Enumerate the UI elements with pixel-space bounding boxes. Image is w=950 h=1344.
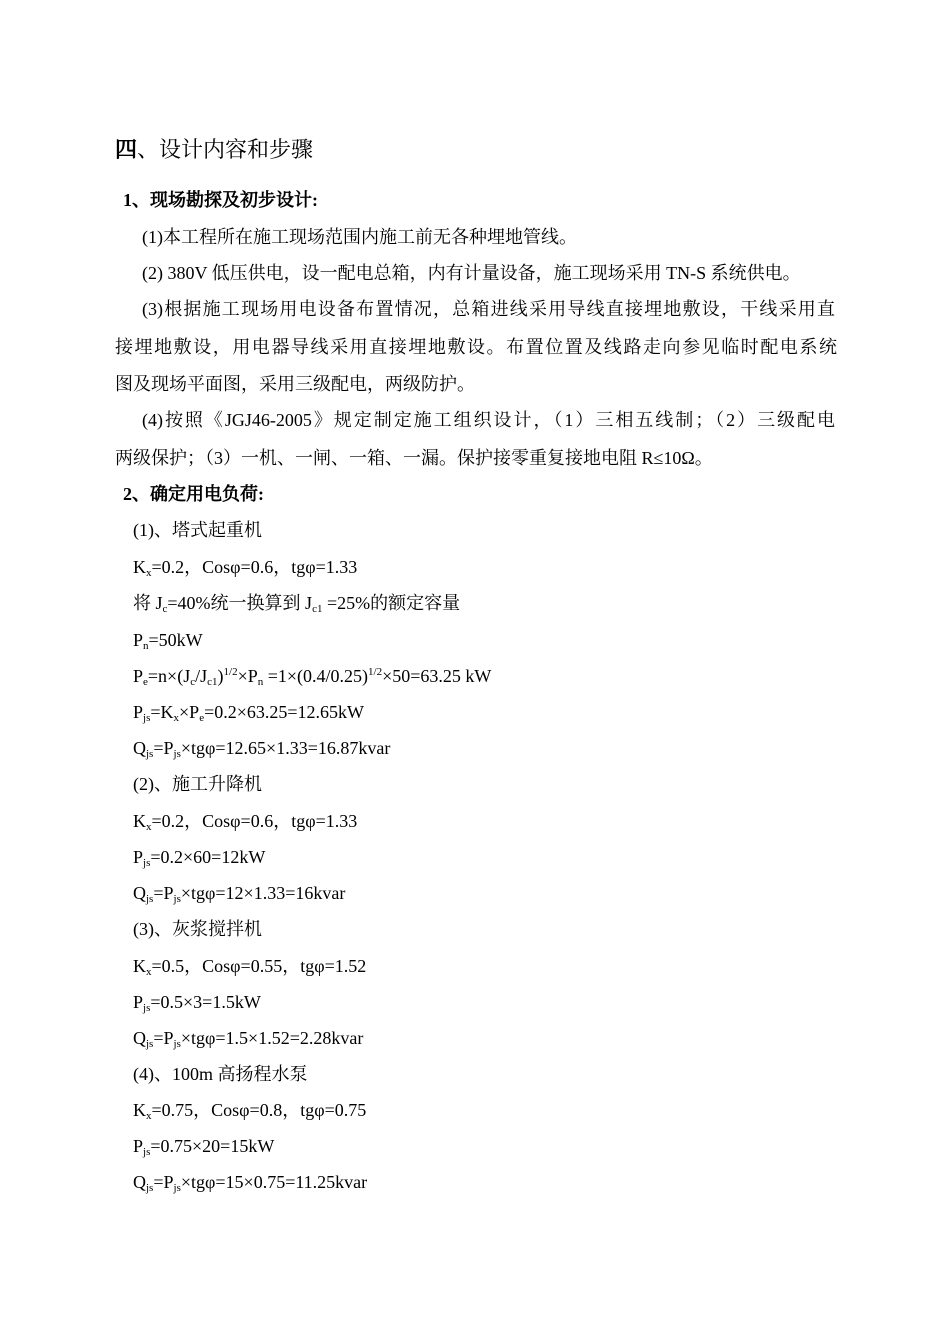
formula-subscript: x [146,821,152,833]
formula-text: =0.75，Cosφ=0.8，tgφ=0.75 [151,1100,367,1120]
item2-coefficients [133,809,357,833]
formula-superscript: 1/2 [368,666,383,678]
formula-text: P [133,630,144,650]
item4-coefficients [133,1098,366,1122]
formula-text: =25%的额定容量 [322,593,461,613]
formula-text: K [133,557,146,577]
step1-paragraph-3-line-1: (3)根据施工现场用电设备布置情况，总箱进线采用导线直接埋地敷设，干线采用直 [142,299,835,319]
formula-subscript: x [146,567,152,579]
formula-text: =P [153,738,174,758]
formula-text: =0.5，Cosφ=0.55，tgφ=1.52 [151,956,367,976]
formula-text: P [133,666,144,686]
formula-text: ×tgφ=12×1.33=16kvar [180,883,346,903]
item3-reactive-load [133,1026,363,1050]
item1-title: (1)、塔式起重机 [133,520,262,540]
section-number: 四 [115,137,138,162]
formula-text: /J [195,666,208,686]
step1-paragraph-3-line-3: 图及现场平面图，采用三级配电，两级防护。 [115,374,475,394]
item1-reactive-load [133,736,390,760]
formula-text: P [133,847,144,867]
formula-subscript: n [257,676,264,688]
item2-title: (2)、施工升降机 [133,774,262,794]
formula-subscript: js [173,1038,181,1050]
formula-text: P [133,1136,144,1156]
formula-text: 将 J [133,593,163,613]
formula-subscript: js [146,748,154,760]
formula-text: K [133,956,146,976]
formula-text: K [133,1100,146,1120]
formula-text: P [133,702,144,722]
formula-text: ×tgφ=12.65×1.33=16.87kvar [180,738,391,758]
formula-text: =1×(0.4/0.25) [263,666,369,686]
formula-subscript: js [143,1146,151,1158]
formula-text: =P [153,1172,174,1192]
item4-title: (4)、100m 高扬程水泵 [133,1064,308,1084]
item3-title: (3)、灰浆搅拌机 [133,919,262,939]
formula-subscript: n [143,640,149,652]
formula-subscript: js [143,857,151,869]
formula-subscript: js [143,1002,151,1014]
formula-subscript: js [143,712,151,724]
formula-text: ×tgφ=1.5×1.52=2.28kvar [180,1028,364,1048]
formula-text: ) [217,666,224,686]
item2-reactive-load [133,881,345,905]
formula-subscript: c1 [312,603,323,615]
formula-subscript: x [146,966,152,978]
item3-coefficients [133,954,366,978]
formula-subscript: e [199,712,205,724]
formula-subscript: x [173,712,180,724]
item1-rated-power [133,628,203,652]
formula-text: P [133,992,144,1012]
item4-reactive-load [133,1170,367,1194]
formula-text: =0.2×60=12kW [150,847,266,867]
formula-subscript: c [162,603,168,615]
step1-paragraph-1: (1)本工程所在施工现场范围内施工前无各种埋地管线。 [142,227,577,247]
item1-coefficients [133,555,357,579]
formula-subscript: x [146,1110,152,1122]
formula-text: =40%统一换算到 J [167,593,313,613]
formula-text: ×P [179,702,200,722]
formula-text: K [133,811,146,831]
formula-text: Q [133,1172,146,1192]
formula-text: Q [133,883,146,903]
formula-subscript: c1 [207,676,218,688]
step1-paragraph-3-line-2: 接埋地敷设，用电器导线采用直接埋地敷设。布置位置及线路走向参见临时配电系统 [115,337,837,357]
formula-text: =P [153,1028,174,1048]
step1-paragraph-4-line-2: 两级保护；（3）一机、一闸、一箱、一漏。保护接零重复接地电阻 R≤10Ω。 [115,448,713,468]
section-title-text: 、设计内容和步骤 [137,137,314,162]
formula-subscript: js [173,748,181,760]
item3-active-load [133,990,261,1014]
section-title [115,136,313,164]
formula-subscript: js [173,1182,181,1194]
formula-text: =P [153,883,174,903]
formula-text: ×50=63.25 kW [382,666,492,686]
step2-heading: 2、确定用电负荷: [123,484,264,504]
formula-text: =0.2，Cosφ=0.6，tgφ=1.33 [151,557,358,577]
step1-heading: 1、现场勘探及初步设计: [123,190,318,210]
formula-text: Q [133,738,146,758]
item1-equivalent-power [133,664,491,688]
item1-conversion [133,591,460,615]
step1-paragraph-4-line-1: (4)按照《JGJ46-2005》规定制定施工组织设计，（1）三相五线制；（2）三级配电 [142,410,835,430]
formula-text: ×tgφ=15×0.75=11.25kvar [180,1172,368,1192]
item1-active-load [133,700,364,724]
step1-paragraph-2: (2) 380V 低压供电，设一配电总箱，内有计量设备，施工现场采用 TN-S 系统供电。 [142,263,801,283]
formula-text: Q [133,1028,146,1048]
formula-subscript: e [143,676,148,688]
formula-subscript: js [146,893,154,905]
formula-subscript: js [173,893,181,905]
formula-text: =n×(J [147,666,191,686]
item2-active-load [133,845,265,869]
formula-subscript: c [190,676,196,688]
formula-subscript: js [146,1182,154,1194]
formula-text: =0.2，Cosφ=0.6，tgφ=1.33 [151,811,358,831]
formula-text: =0.5×3=1.5kW [150,992,261,1012]
formula-subscript: js [146,1038,154,1050]
formula-superscript: 1/2 [223,666,238,678]
formula-text: =0.2×63.25=12.65kW [204,702,365,722]
formula-text: =0.75×20=15kW [150,1136,275,1156]
formula-text: =50kW [148,630,203,650]
formula-text: =K [150,702,174,722]
formula-text: ×P [237,666,258,686]
item4-active-load [133,1134,274,1158]
